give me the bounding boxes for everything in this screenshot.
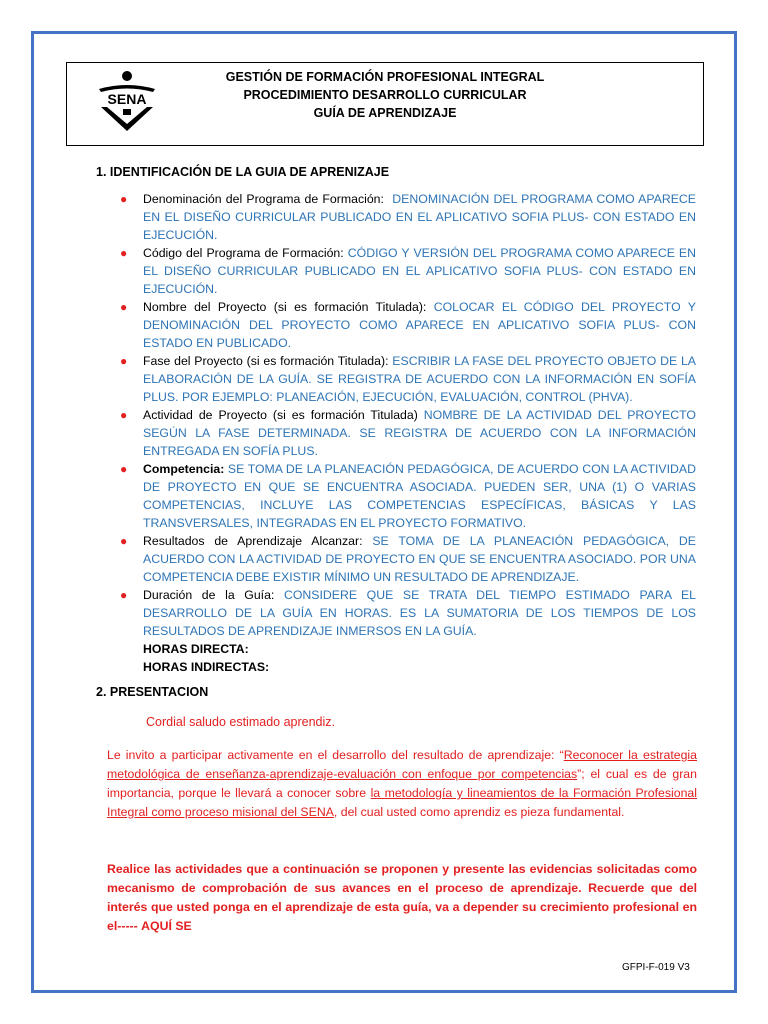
bullet-icon: ● bbox=[120, 588, 128, 602]
header-line-3: GUÍA DE APRENDIZAJE bbox=[313, 106, 457, 120]
bullet-icon: ● bbox=[120, 354, 128, 368]
section-1-title: 1. IDENTIFICACIÓN DE LA GUIA DE APRENIZAJE bbox=[96, 165, 390, 179]
list-item bbox=[96, 532, 696, 586]
presentation-paragraph-2 bbox=[107, 860, 697, 936]
list-item bbox=[96, 190, 696, 244]
list-item bbox=[96, 460, 696, 532]
list-item bbox=[96, 298, 696, 352]
p1-underlined-1: Reconocer la estrategia metodológica de enseñanza-aprendizaje-evaluación con enfoque por competencias bbox=[107, 748, 698, 781]
item-label: Nombre del Proyecto (si es formación Titulada): bbox=[143, 300, 427, 314]
item-label: Duración de la Guía: bbox=[143, 588, 275, 602]
horas-directa: HORAS DIRECTA: bbox=[143, 642, 249, 656]
list-item bbox=[96, 244, 696, 298]
p1-text-a: Le invito a participar activamente en el desarrollo del resultado de aprendizaje: “ bbox=[107, 748, 564, 762]
identification-list bbox=[96, 190, 696, 676]
section-2-title: 2. PRESENTACION bbox=[96, 685, 209, 699]
item-value: ESCRIBIR LA FASE DEL PROYECTO OBJETO DE LA ELABORACIÓN DE LA GUÍA. SE REGISTRA DE ACUERDO CON LA INFORMACIÓN EN SOFÍA PLUS. POR EJEMPLO: PLANEACIÓN, EJECUCIÓN, EVALUACIÓN, CONTROL (PHVA). bbox=[143, 354, 696, 404]
item-label: Resultados de Aprendizaje Alcanzar: bbox=[143, 534, 363, 548]
item-label: Competencia: bbox=[143, 462, 225, 476]
list-item bbox=[96, 352, 696, 406]
logo-text: SENA bbox=[107, 91, 147, 107]
item-label: Fase del Proyecto (si es formación Titulada): bbox=[143, 354, 389, 368]
item-label: Actividad de Proyecto (si es formación Titulada) bbox=[143, 408, 418, 422]
item-value: CÓDIGO Y VERSIÓN DEL PROGRAMA COMO APARECE EN EL DISEÑO CURRICULAR PUBLICADO EN EL APLICATIVO SOFIA PLUS- CON ESTADO EN EJECUCIÓN. bbox=[143, 246, 697, 296]
list-item bbox=[96, 586, 696, 676]
item-value: SE TOMA DE LA PLANEACIÓN PEDAGÓGICA, DE ACUERDO CON LA ACTIVIDAD DE PROYECTO EN QUE SE ENCUENTRA ASOCIADO. POR UNA COMPETENCIA DEBE EXISTIR MÍNIMO UN RESULTADO DE APRENDIZAJE. bbox=[143, 534, 696, 584]
document-header bbox=[66, 62, 704, 146]
horas-indirectas: HORAS INDIRECTAS: bbox=[143, 660, 270, 674]
item-value: SE TOMA DE LA PLANEACIÓN PEDAGÓGICA, DE ACUERDO CON LA ACTIVIDAD DE PROYECTO EN QUE SE ENCUENTRA ASOCIADA. PUEDEN SER, UNA (1) O VARIAS COMPETENCIAS, INCLUYE LAS COMPETENCIAS ESPECÍFICAS, BÁSICAS Y LAS TRANSVERSALES, INTEGRADAS EN EL PROYECTO FORMATIVO. bbox=[143, 462, 696, 530]
presentation-paragraph-1 bbox=[107, 746, 697, 822]
item-value: CONSIDERE QUE SE TRATA DEL TIEMPO ESTIMADO PARA EL DESARROLLO DE LA GUÍA EN HORAS. ES LA SUMATORIA DE LOS TIEMPOS DE LOS RESULTADOS DE APRENDIZAJE INMERSOS EN LA GUÍA. bbox=[143, 588, 696, 638]
bullet-icon: ● bbox=[120, 534, 128, 548]
list-item bbox=[96, 406, 696, 460]
header-line-1: GESTIÓN DE FORMACIÓN PROFESIONAL INTEGRAL bbox=[225, 70, 545, 84]
item-label: Denominación del Programa de Formación: bbox=[143, 192, 384, 206]
item-value: COLOCAR EL CÓDIGO DEL PROYECTO Y DENOMINACIÓN DEL PROYECTO COMO APARECE EN APLICATIVO SOFIA PLUS- CON ESTADO EN PUBLICADO. bbox=[143, 300, 696, 350]
p2-text-b: AQUÍ SE bbox=[141, 919, 192, 933]
p1-text-b: ”; el cual es de gran importancia, porque le llevará a conocer sobre bbox=[107, 767, 697, 800]
item-value: NOMBRE DE LA ACTIVIDAD DEL PROYECTO SEGÚN LA FASE DETERMINADA. SE REGISTRA DE ACUERDO CON LA INFORMACIÓN ENTREGADA EN SOFÍA PLUS. bbox=[143, 408, 696, 458]
greeting: Cordial saludo estimado aprendiz. bbox=[146, 715, 335, 729]
bullet-icon: ● bbox=[120, 246, 128, 260]
p2-text-a: Realice las actividades que a continuación se proponen y presente las evidencias solicitadas como mecanismo de comprobación de sus avances en el proceso de aprendizaje. Recuerde que del interés que usted ponga en el aprendizaje de esta guía, va a depender su crecimiento profesional en el----- bbox=[107, 862, 697, 933]
bullet-icon: ● bbox=[120, 462, 128, 476]
p1-underlined-2: la metodología y lineamientos de la Formación Profesional Integral como proceso misional del SENA bbox=[107, 786, 697, 819]
bullet-icon: ● bbox=[120, 408, 128, 422]
footer-code: GFPI-F-019 V3 bbox=[622, 962, 690, 973]
item-label: Código del Programa de Formación: bbox=[143, 246, 344, 260]
item-value: DENOMINACIÓN DEL PROGRAMA COMO APARECE EN EL DISEÑO CURRICULAR PUBLICADO EN EL APLICATIVO SOFIA PLUS- CON ESTADO EN EJECUCIÓN. bbox=[143, 192, 696, 242]
bullet-icon: ● bbox=[120, 192, 128, 206]
header-line-2: PROCEDIMIENTO DESARROLLO CURRICULAR bbox=[243, 88, 527, 102]
p1-text-c: , del cual usted como aprendiz es pieza fundamental. bbox=[333, 805, 625, 819]
bullet-icon: ● bbox=[120, 300, 128, 314]
